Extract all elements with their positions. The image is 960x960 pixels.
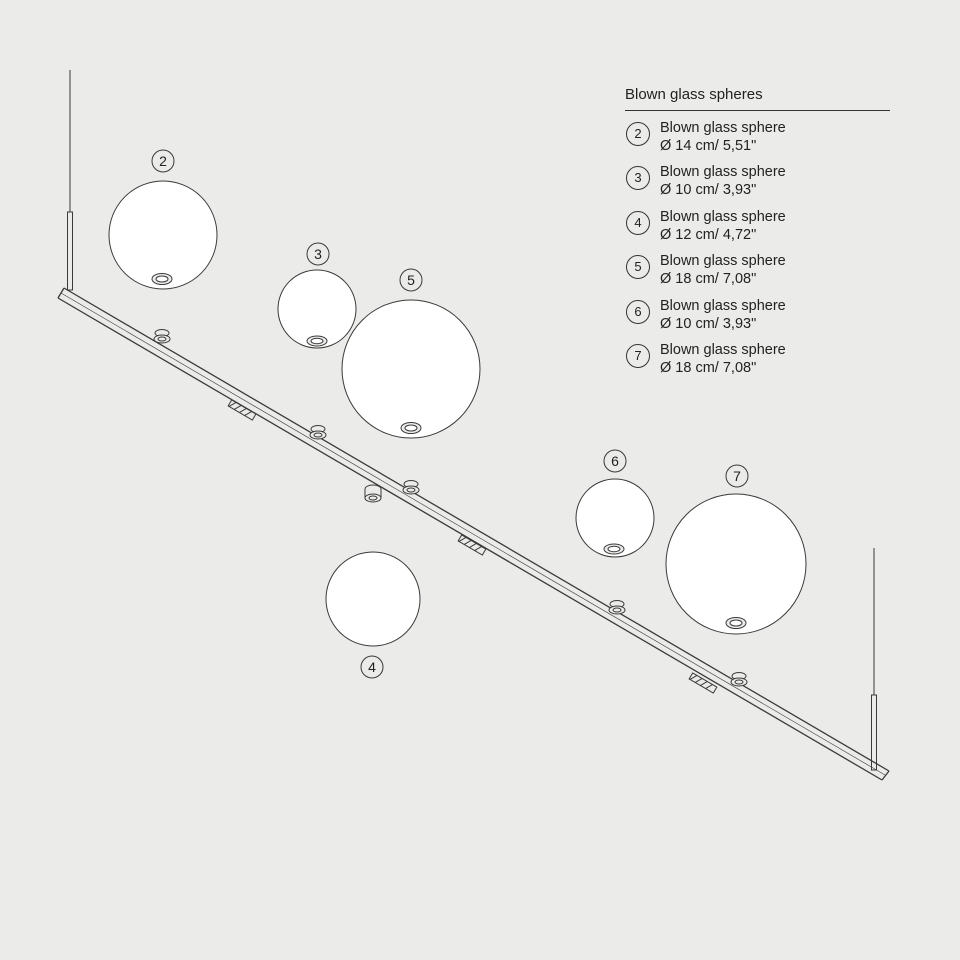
legend-item-size: Ø 18 cm/ 7,08"	[660, 271, 757, 288]
sphere-number: 5	[407, 272, 415, 288]
sphere-3	[278, 270, 356, 348]
legend-text	[660, 163, 786, 199]
legend-item-name: Blown glass sphere	[660, 297, 786, 314]
legend-item	[625, 297, 890, 341]
legend-item-size: Ø 10 cm/ 3,93"	[660, 315, 757, 332]
sphere-label-7	[726, 465, 748, 487]
legend-text	[660, 119, 786, 155]
sphere-number: 4	[368, 659, 376, 675]
legend-item-name: Blown glass sphere	[660, 341, 786, 358]
sphere-4	[326, 552, 420, 646]
legend	[625, 86, 890, 385]
sphere-label-3	[307, 243, 329, 265]
suspension-cable-right	[872, 548, 877, 770]
suspension-cable-left	[68, 70, 73, 290]
legend-text	[660, 252, 786, 288]
sphere-2	[109, 181, 217, 289]
sphere-6	[576, 479, 654, 557]
legend-text	[660, 341, 786, 377]
socket	[731, 673, 747, 687]
sphere-label-4	[361, 656, 383, 678]
rail-connectors	[228, 400, 717, 693]
sphere-number: 7	[733, 468, 741, 484]
sphere-7	[666, 494, 806, 634]
legend-item-name: Blown glass sphere	[660, 253, 786, 270]
legend-number: 2	[626, 122, 650, 146]
legend-item	[625, 341, 890, 385]
legend-number: 6	[626, 300, 650, 324]
sphere-5	[342, 300, 480, 438]
legend-number: 3	[626, 166, 650, 190]
socket	[154, 330, 170, 344]
socket	[609, 601, 625, 615]
legend-item	[625, 163, 890, 207]
sphere-label-6	[604, 450, 626, 472]
legend-item-name: Blown glass sphere	[660, 164, 786, 181]
legend-item-name: Blown glass sphere	[660, 120, 786, 136]
legend-number: 5	[626, 255, 650, 279]
socket-under-rail	[365, 485, 381, 502]
legend-item-size: Ø 10 cm/ 3,93"	[660, 182, 757, 199]
sphere-number: 3	[314, 246, 322, 262]
legend-item	[625, 119, 890, 163]
sphere-number: 6	[611, 453, 619, 469]
legend-item-size: Ø 14 cm/ 5,51"	[660, 138, 757, 154]
legend-text	[660, 208, 786, 244]
legend-item-size: Ø 12 cm/ 4,72"	[660, 226, 757, 243]
socket	[310, 426, 326, 440]
legend-item	[625, 208, 890, 252]
legend-number: 4	[626, 211, 650, 235]
sphere-label-2	[152, 150, 174, 172]
legend-text	[660, 297, 786, 333]
socket	[403, 481, 419, 495]
legend-title: Blown glass spheres	[625, 86, 890, 111]
legend-item-size: Ø 18 cm/ 7,08"	[660, 359, 757, 376]
sphere-label-5	[400, 269, 422, 291]
legend-item-name: Blown glass sphere	[660, 208, 786, 225]
legend-number: 7	[626, 344, 650, 368]
sphere-number: 2	[159, 153, 167, 169]
legend-item	[625, 252, 890, 296]
